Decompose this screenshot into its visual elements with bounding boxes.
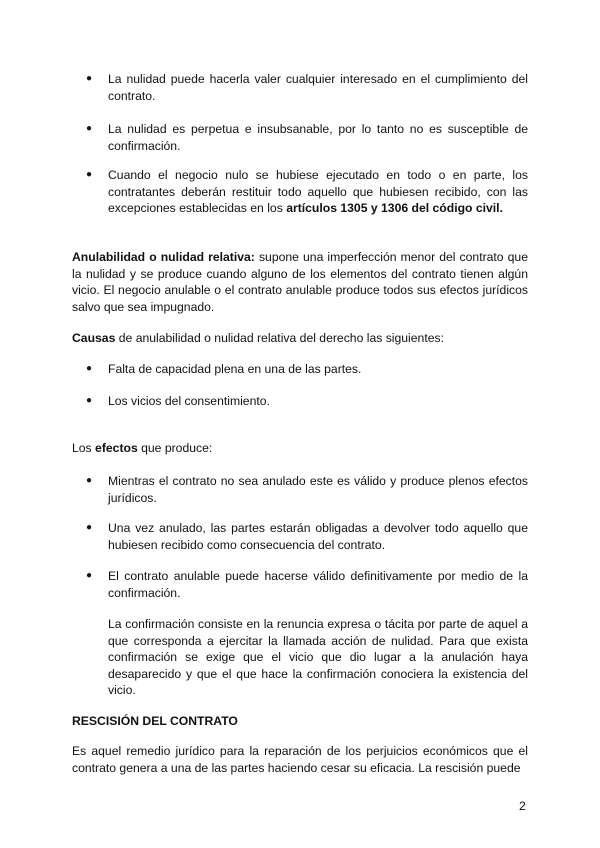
legal-reference: artículos 1305 y 1306 del código civil. <box>286 201 503 215</box>
list-item-text: Los vicios del consentimiento. <box>108 394 270 408</box>
section-heading: RESCISIÓN DEL CONTRATO <box>72 714 238 728</box>
efectos-term: efectos <box>95 441 138 455</box>
bullet-icon: ● <box>86 169 93 180</box>
anulabilidad-paragraph: Anulabilidad o nulidad relativa: supone una imperfección menor del contrato que la nulidad y se produce cuando alguno de los elementos del contrato tienen algún vicio. El negocio anulable o el contrato anulable produce todos sus efectos jurídicos salvo que sea impugnado. <box>72 250 528 314</box>
page-number: 2 <box>519 799 526 813</box>
list-item-text: Mientras el contrato no sea anulado este es válido y produce plenos efectos jurídicos. <box>108 474 528 505</box>
bullet-icon: ● <box>86 363 93 374</box>
rescision-paragraph: Es aquel remedio jurídico para la reparación de los perjuicios económicos que el contrato genera a una de las partes haciendo cesar su eficacia. La rescisión puede <box>72 744 528 775</box>
bullet-icon: ● <box>86 475 93 486</box>
list-item-text: La nulidad puede hacerla valer cualquier interesado en el cumplimiento del contrato. <box>108 72 528 103</box>
causas-paragraph: Causas de anulabilidad o nulidad relativa del derecho las siguientes: <box>72 331 444 345</box>
list-item-text: El contrato anulable puede hacerse válido definitivamente por medio de la confirmación. <box>108 569 528 600</box>
causas-term: Causas <box>72 331 116 345</box>
bullet-icon: ● <box>86 73 93 84</box>
bullet-icon: ● <box>86 123 93 134</box>
bullet-icon: ● <box>86 395 93 406</box>
confirmation-note: La confirmación consiste en la renuncia expresa o tácita por parte de aquel a que corresponda a ejercitar la llamada acción de nulidad. Para que exista confirmación se exige que el vicio que dio lugar a la anulación haya desaparecido y que el que hace la confirmación conociera la existencia del vicio. <box>108 617 528 697</box>
list-item-text: Cuando el negocio nulo se hubiese ejecutado en todo o en parte, los contratantes deberán restituir todo aquello que hubiesen recibido, con las excepciones establecidas en los artículos 1305 y 1306 del código civil. <box>108 168 528 215</box>
efectos-paragraph: Los efectos que produce: <box>72 441 213 455</box>
list-item-text: La nulidad es perpetua e insubsanable, por lo tanto no es susceptible de confirmación. <box>108 122 528 153</box>
list-item-text: Falta de capacidad plena en una de las partes. <box>108 362 362 376</box>
bullet-icon: ● <box>86 522 93 533</box>
anulabilidad-term: Anulabilidad o nulidad relativa: <box>72 250 255 264</box>
list-item-text: Una vez anulado, las partes estarán obligadas a devolver todo aquello que hubiesen recibido como consecuencia del contrato. <box>108 521 528 552</box>
bullet-icon: ● <box>86 570 93 581</box>
